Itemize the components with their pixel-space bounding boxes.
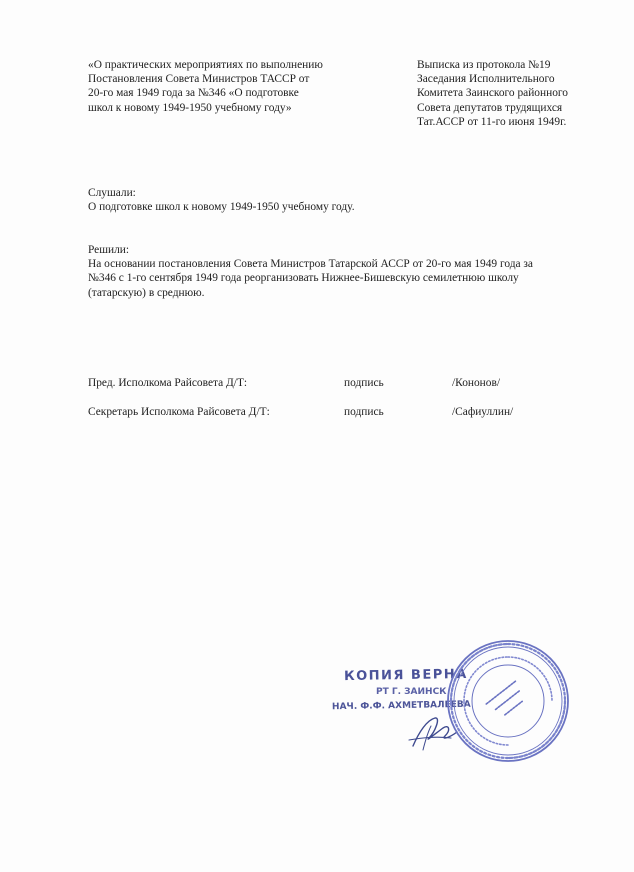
heard-label: Слушали: xyxy=(88,187,136,199)
header-right-line: Тат.АССР от 11-го июня 1949г. xyxy=(417,115,567,128)
header-left-line: «О практических мероприятиях по выполнению xyxy=(88,59,323,71)
decided-section xyxy=(88,243,533,300)
header-right-line: Выписка из протокола №19 xyxy=(417,59,551,71)
signature-name: /Кононов/ xyxy=(452,377,501,389)
stamp-head: НАЧ. Ф.Ф. АХМЕТВАЛЕЕВА xyxy=(331,699,471,713)
official-round-seal-icon xyxy=(445,638,571,764)
decided-line: На основании постановления Совета Министров Татарской АССР от 20-го мая 1949 года за xyxy=(88,258,533,271)
stamp-city: РТ Г. ЗАИНСК xyxy=(376,687,447,697)
heard-section xyxy=(88,186,355,214)
stamp-title: КОПИЯ ВЕРНА xyxy=(343,666,468,685)
signature-sign: подпись xyxy=(344,377,384,389)
header-right-protocol xyxy=(417,58,568,129)
decided-label: Решили: xyxy=(88,244,130,256)
decided-line: (татарскую) в среднюю. xyxy=(88,286,205,299)
signature-position: Пред. Исполкома Райсовета Д/Т: xyxy=(88,377,248,389)
heard-text: О подготовке школ к новому 1949-1950 учебному году. xyxy=(88,201,355,214)
header-right-line: Совета депутатов трудящихся xyxy=(417,101,563,114)
header-left-line: 20-го мая 1949 года за №346 «О подготовке xyxy=(88,87,299,100)
decided-line: №346 с 1-го сентября 1949 года реорганизовать Нижнее-Бишевскую семилетнюю школу xyxy=(88,272,519,285)
signature-sign: подпись xyxy=(344,406,384,418)
signature-name: /Сафиуллин/ xyxy=(452,406,514,418)
header-left-line: школ к новому 1949-1950 учебному году» xyxy=(88,101,292,114)
header-left-line: Постановления Совета Министров ТАССР от xyxy=(88,73,310,86)
header-right-line: Заседания Исполнительного xyxy=(417,73,555,86)
signature-position: Секретарь Исполкома Райсовета Д/Т: xyxy=(88,406,270,418)
header-left-title xyxy=(88,58,323,115)
header-right-line: Комитета Заинского районного xyxy=(417,87,568,100)
